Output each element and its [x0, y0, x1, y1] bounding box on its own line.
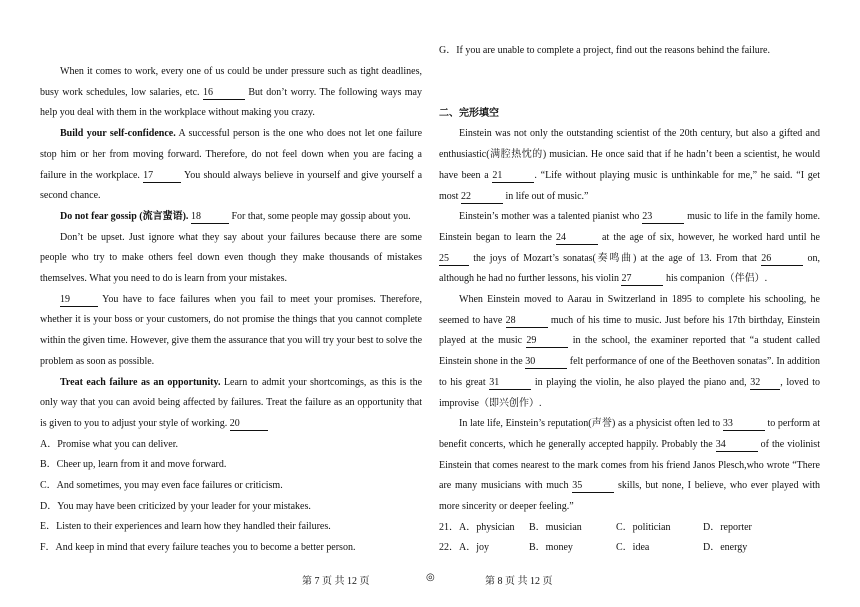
choice-d[interactable]: D．energy [703, 542, 748, 554]
text: in the school, the examiner reported that “a student called Einstein shone in the [439, 335, 820, 368]
passage-paragraph: Don’t be upset. Just ignore what they say about your failures because there are some people who try to make others feel down even though they make thousands of mistakes themselves. What you need to do is learn from your mistakes. [40, 231, 422, 285]
text: the joys of Mozart’s sonatas(奏鸣曲) at the age of 13. From that [469, 252, 762, 264]
text: on, although he had no further lessons, his violin [439, 252, 821, 285]
text: Einstein’s mother was a talented pianist who [459, 211, 643, 223]
blank-30[interactable]: 30 [525, 356, 567, 369]
text: much of his time to music. Just before his 17th birthday, Einstein played at the music [439, 314, 821, 347]
text: at the age of six, however, he worked hard until he [597, 231, 820, 243]
option-g[interactable]: G．If you are unable to complete a project, find out the reasons behind the failure. [439, 45, 770, 56]
text: But don’t worry. The following ways may help you deal with them in the workplace without making you crazy. [40, 86, 422, 119]
blank-18[interactable]: 18 [191, 211, 229, 224]
blank-35[interactable]: 35 [572, 480, 614, 493]
text: in playing the violin, he also played the piano and, [531, 376, 751, 388]
option-b[interactable]: B．Cheer up, learn from it and move forward. [40, 459, 227, 471]
choice-c[interactable]: C．politician [616, 521, 671, 533]
heading-gossip: Do not fear gossip (流言蜚语). [60, 210, 189, 222]
passage-paragraph [40, 207, 422, 228]
right-column [439, 41, 820, 559]
blank-28[interactable]: 28 [506, 315, 548, 328]
center-mark-icon: ◎ [426, 572, 435, 583]
passage-paragraph [439, 124, 820, 207]
choice-d[interactable]: D．reporter [703, 521, 752, 533]
heading-self-confidence: Build your self-confidence. [60, 128, 176, 140]
passage-paragraph [439, 414, 820, 518]
question-number: 21． [439, 521, 459, 533]
choice-c[interactable]: C．idea [616, 542, 650, 554]
blank-24[interactable]: 24 [556, 232, 598, 245]
choice-b[interactable]: B．musician [529, 521, 582, 533]
text: felt performance of one of the Beethoven sonatas”. In addition to his great [439, 356, 820, 388]
text: , loved to improvise（即兴创作）. [439, 376, 820, 409]
choice-a[interactable]: A．joy [459, 542, 489, 554]
text: to perform at benefit concerts, which he generally accepted happily. Probably the [439, 418, 821, 450]
choice-b[interactable]: B．money [529, 542, 573, 554]
text: A successful person is the one who does not let one failure stop him or her from moving forward. Therefore, do not feel down when you are facing a failure in the workplace. [40, 128, 423, 181]
question-21 [439, 518, 820, 539]
passage-paragraph [439, 290, 820, 414]
blank-16[interactable]: 16 [203, 87, 245, 100]
text: in life out of music.” [502, 190, 589, 202]
page-number-right: 第 8 页 共 12 页 [485, 576, 553, 587]
blank-31[interactable]: 31 [489, 377, 531, 390]
option-a[interactable]: A．Promise what you can deliver. [40, 438, 179, 450]
spacer [439, 62, 820, 83]
option-f[interactable]: F．And keep in mind that every failure teaches you to become a better person. [40, 542, 356, 554]
blank-19[interactable]: 19 [60, 294, 98, 307]
text: his companion（伴侣）. [663, 273, 768, 285]
text: . “Life without playing music is unthinkable for me,” he said. “I get most [439, 169, 820, 202]
question-22 [439, 538, 820, 559]
passage-paragraph [40, 62, 422, 124]
text: You should always believe in yourself and give yourself a second chance. [40, 169, 423, 202]
left-column [40, 62, 422, 559]
passage-paragraph [40, 290, 422, 373]
blank-22[interactable]: 22 [461, 191, 503, 204]
choice-a[interactable]: A．physician [459, 521, 515, 533]
blank-23[interactable]: 23 [642, 211, 684, 224]
text: When Einstein moved to Aarau in Switzerland in 1895 to complete his schooling, he seemed to have [439, 294, 820, 326]
passage-paragraph [40, 124, 422, 207]
blank-33[interactable]: 33 [723, 418, 765, 431]
text: For that, some people may gossip about you. [228, 210, 411, 222]
section-heading-cloze: 二、完形填空 [439, 107, 499, 119]
text: of the violinist Einstein that comes nearest to the mark comes from his friend Janos Plesch,who wrote “There are many musicians with much [439, 438, 820, 492]
blank-17[interactable]: 17 [143, 170, 181, 183]
text: Einstein was not only the outstanding scientist of the 20th century, but also a gifted and enthusiastic(满腔热忱的) musician. He once said that if he hadn’t been a scientist, he would have been a [439, 128, 820, 181]
blank-21[interactable]: 21 [492, 170, 534, 183]
blank-25[interactable]: 25 [439, 253, 469, 266]
text: In late life, Einstein’s reputation(声誉) as a physicist often led to [459, 418, 723, 430]
passage-paragraph [40, 373, 422, 435]
page-number-left: 第 7 页 共 12 页 [302, 576, 370, 587]
question-number: 22． [439, 542, 459, 554]
blank-26[interactable]: 26 [761, 253, 803, 266]
blank-32[interactable]: 32 [750, 377, 780, 390]
heading-opportunity: Treat each failure as an opportunity. [60, 376, 221, 388]
option-e[interactable]: E．Listen to their experiences and learn how they handled their failures. [40, 521, 331, 533]
text: When it comes to work, every one of us could be under pressure such as tight deadlines, busy work schedules, low salaries, etc. [40, 66, 422, 98]
text: You have to face failures when you fail to meet your promises. Therefore, whether it is your boss or your customers, do not promise the things that you cannot complete within the given time. However, give them the assurance that you will try your best to solve the problem as soon as possible. [40, 293, 423, 367]
text: skills, but none, I believe, who ever played with more sincerity or deeper feeling.” [439, 480, 820, 513]
spacer [439, 83, 820, 104]
blank-20[interactable]: 20 [230, 418, 268, 431]
text: Learn to admit your shortcomings, as this is the only way that you can avoid being affected by failures. Treat the failure as an opportunity that is given to you to adjust your style of working. [40, 376, 423, 429]
passage-paragraph [439, 207, 820, 290]
option-d[interactable]: D．You may have been criticized by your leader for your mistakes. [40, 500, 311, 512]
option-c[interactable]: C．And sometimes, you may even face failures or criticism. [40, 480, 283, 492]
blank-27[interactable]: 27 [621, 273, 663, 286]
text: music to life in the family home. Einstein began to learn the [439, 211, 821, 243]
blank-29[interactable]: 29 [526, 335, 568, 348]
blank-34[interactable]: 34 [716, 439, 758, 452]
